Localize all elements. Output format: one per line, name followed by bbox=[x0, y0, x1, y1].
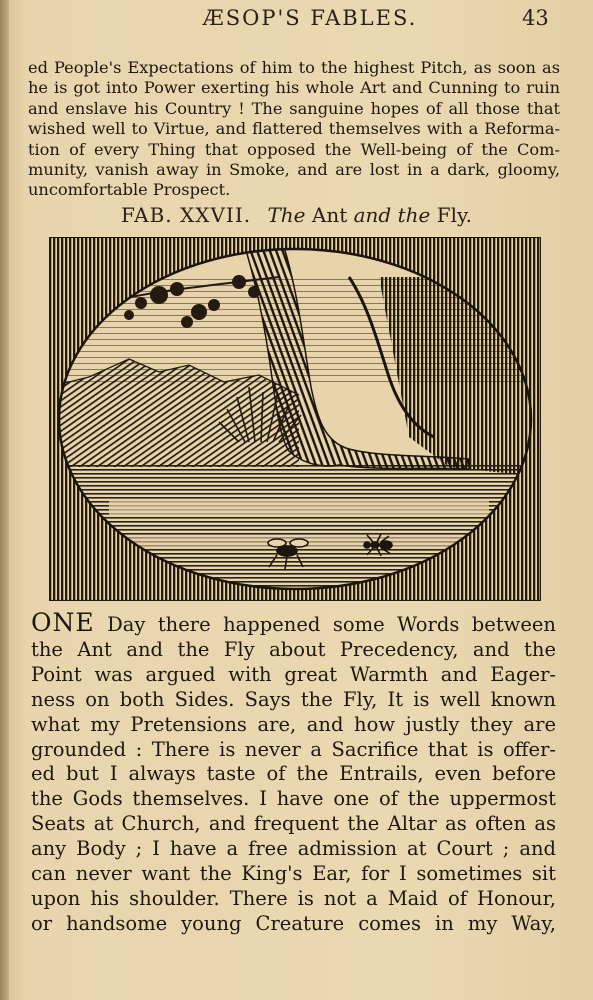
intro-line: he is got into Power exerting his whole Art and Cunning to ruin bbox=[28, 78, 560, 98]
body-line: any Body ; I have a free admission at Court ; and bbox=[31, 837, 556, 861]
fable-title-the: The bbox=[267, 203, 306, 227]
page-number: 43 bbox=[522, 6, 549, 30]
running-title: ÆSOP'S FABLES. bbox=[202, 6, 418, 30]
body-line: or handsome young Creature comes in my Way, bbox=[31, 911, 556, 935]
page-binding-edge bbox=[0, 0, 9, 1000]
intro-line: uncomfortable Prospect. bbox=[28, 180, 231, 200]
intro-line: tion of every Thing that opposed the Well-being of the Com- bbox=[28, 139, 560, 159]
body-line: Point was argued with great Warmth and Eager- bbox=[31, 662, 556, 686]
woodcut-illustration bbox=[49, 237, 541, 601]
intro-line: and enslave his Country ! The sanguine hopes of all those that bbox=[28, 98, 560, 118]
first-line-rest: Day there happened some Words between bbox=[94, 613, 556, 636]
intro-line: wished well to Virtue, and flattered themselves with a Reforma- bbox=[28, 119, 560, 139]
fable-heading bbox=[0, 203, 593, 227]
woodcut-svg bbox=[49, 237, 541, 601]
intro-line: ed People's Expectations of him to the highest Pitch, as soon as bbox=[28, 58, 560, 77]
body-line-first bbox=[31, 611, 556, 638]
fable-title-and-the: and the bbox=[353, 203, 431, 227]
body-line: ness on both Sides. Says the Fly, It is well known bbox=[31, 687, 556, 711]
body-line: the Ant and the Fly about Precedency, and the bbox=[31, 637, 556, 661]
fable-title-fly: Fly. bbox=[436, 203, 472, 227]
intro-paragraph bbox=[28, 58, 560, 201]
body-line: Seats at Church, and frequent the Altar as often as bbox=[31, 812, 556, 836]
fable-body bbox=[31, 611, 556, 937]
body-line: ed but I always taste of the Entrails, even before bbox=[31, 762, 556, 786]
drop-word: ONE bbox=[31, 611, 95, 637]
body-line: what my Pretensions are, and how justly they are bbox=[31, 712, 556, 736]
body-line: upon his shoulder. There is not a Maid of Honour, bbox=[31, 886, 556, 910]
fable-title-ant: Ant bbox=[311, 203, 348, 227]
fable-number: FAB. XXVII. bbox=[121, 203, 252, 227]
intro-line: munity, vanish away in Smoke, and are lost in a dark, gloomy, bbox=[28, 160, 560, 180]
running-head bbox=[0, 6, 593, 32]
body-line: grounded : There is never a Sacrifice that is offer- bbox=[31, 737, 556, 761]
body-line: the Gods themselves. I have one of the uppermost bbox=[31, 787, 556, 811]
body-line: can never want the King's Ear, for I sometimes sit bbox=[31, 862, 556, 886]
